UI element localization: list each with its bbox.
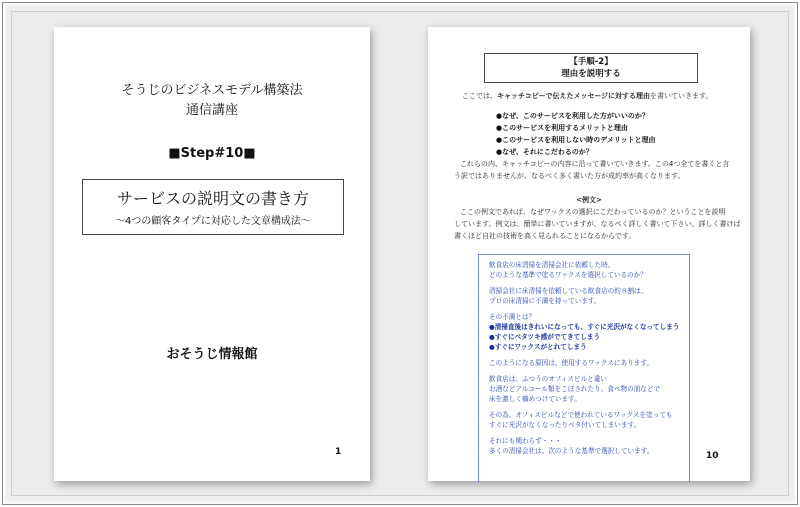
paragraph-line: 書くほど自社の技術を高く見られることになるからです。 (454, 232, 636, 240)
example-line: 床を激しく痛めつけています。 (489, 395, 581, 403)
page-number: 1 (335, 447, 342, 457)
author-name: おそうじ情報館 (166, 347, 258, 362)
example-line: 清掃会社に床清掃を依頼している飲食店の約８割は、 (489, 287, 648, 295)
example-label: <例文> (576, 196, 602, 204)
example-line: それにも関わらず・・・ (489, 437, 562, 445)
page-number: 10 (706, 451, 719, 461)
paragraph-line: う訳ではありませんが、なるべく多く書いた方が成約率が高くなります。 (454, 172, 685, 180)
example-line: どのような基準で塗るワックスを選択しているのか？ (489, 271, 647, 279)
content-page (428, 27, 750, 481)
paragraph-line: ここの例文であれば、なぜワックスの選択にこだわっているのか？ということを説明 (460, 208, 726, 216)
example-line: その為、オフィスビルなどで使われているワックスを塗っても (489, 411, 673, 419)
bullet-item: ●なぜ、それにこだわるのか？ (496, 148, 593, 156)
paragraph-line: しています。例文は、簡単に書いていますが、なるべく詳しく書いて下さい。詳しく書けば (454, 220, 741, 228)
example-line: ●すぐにワックスがとれてしまう (489, 343, 587, 351)
main-title: サービスの説明文の書き方 (116, 189, 309, 208)
example-line: このようになる原因は、使用するワックスにあります。 (489, 359, 653, 367)
section-heading-box (484, 53, 698, 83)
course-title-line2: 通信講座 (185, 103, 238, 118)
bullet-item: ●このサービスを利用しない時のデメリットと理由 (496, 136, 656, 144)
intro-text: ここでは、キャッチコピーで伝えたメッセージに対する理由を書いていきます。 (462, 92, 713, 100)
bullet-item: ●このサービスを利用するメリットと理由 (496, 124, 628, 132)
example-line: ●清掃直後はきれいになっても、すぐに光沢がなくなってしまう (489, 323, 680, 331)
bullet-item: ●なぜ、このサービスを利用した方がいいのか？ (496, 112, 649, 120)
example-line: すぐに光沢がなくなったりベタ付いてしまいます。 (489, 421, 641, 429)
section-title: 理由を説明する (561, 69, 621, 79)
example-line: お酒などアルコール類をこぼされたり、食べ物の油などで (489, 385, 661, 393)
example-box (478, 254, 690, 482)
example-line: プロの床清掃に不満を持っています。 (489, 297, 601, 305)
step-label: ■Step#10■ (168, 146, 256, 161)
example-line: ●すぐにベタツキ感がでてきてしまう (489, 333, 601, 341)
paragraph-line: これらの内、キャッチコピーの内容に沿って書いていきます。この4つ全てを書くと言 (460, 160, 730, 168)
example-line: 多くの清掃会社は、次のような基準で選択しています。 (489, 447, 654, 455)
example-line: 飲食店は、ふつうのオフィスビルと違い (489, 375, 607, 383)
cover-page (54, 27, 370, 481)
section-step: 【手順-2】 (569, 57, 613, 67)
example-line: その不満とは？ (489, 313, 536, 321)
subtitle: 〜4つの顧客タイプに対応した文章構成法〜 (115, 216, 311, 227)
title-box (82, 179, 344, 235)
example-line: 飲食店の床清掃を清掃会社に依頼した時、 (489, 261, 615, 269)
course-title-line1: そうじのビジネスモデル構築法 (121, 83, 303, 98)
